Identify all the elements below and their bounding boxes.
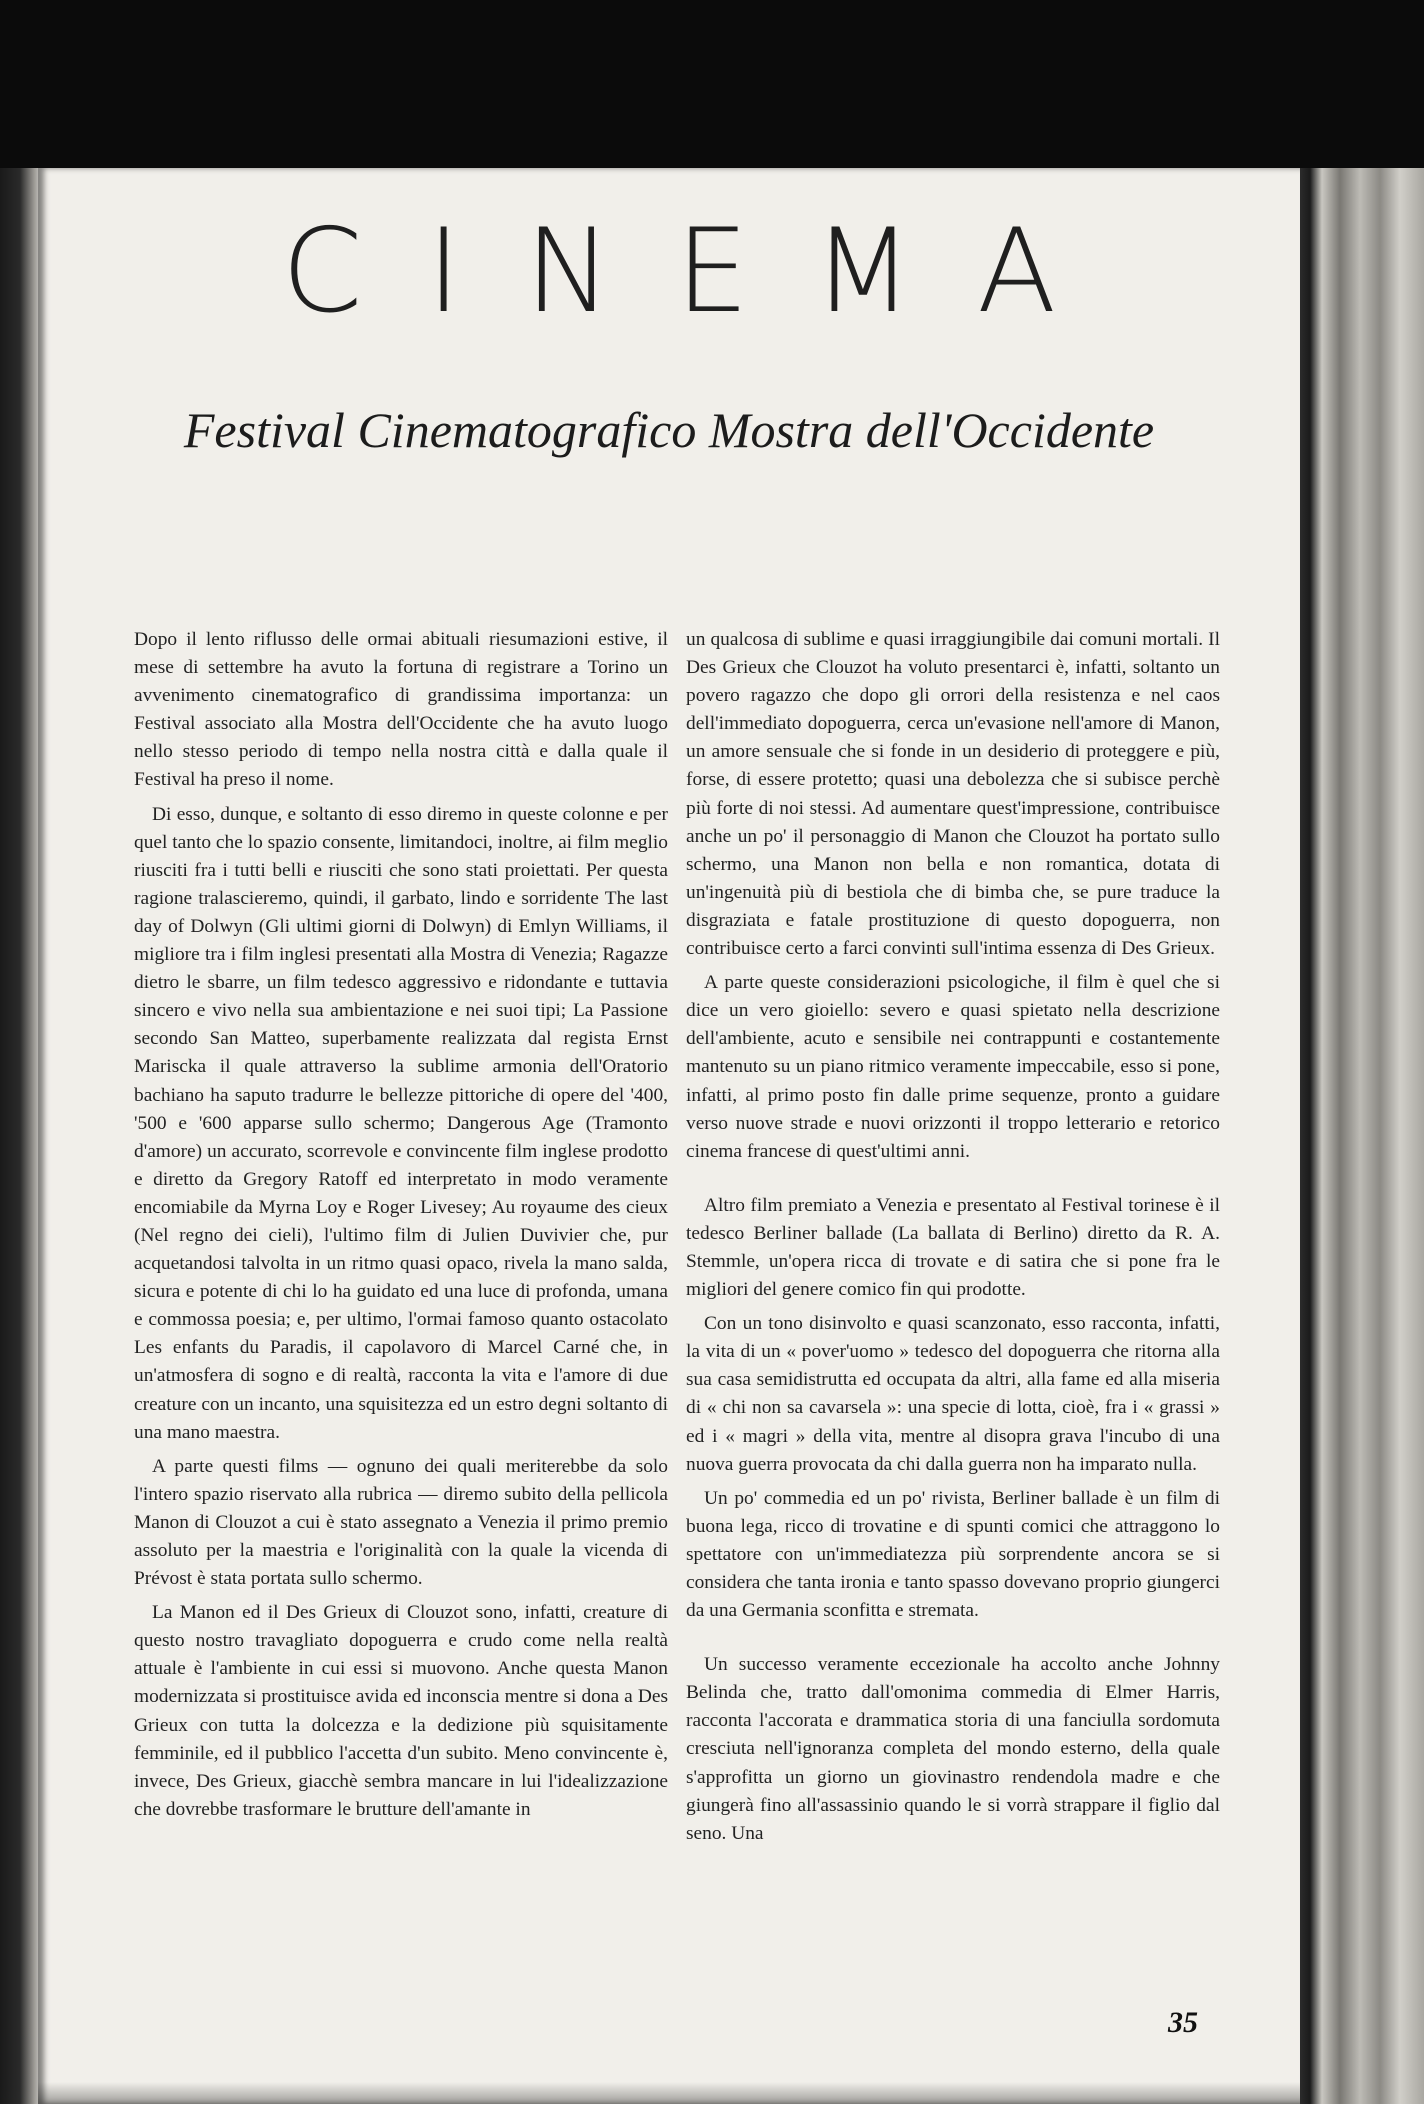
paragraph: A parte queste considerazioni psicologiche, il film è quel che si dice un vero gioiello: severo e quasi spietato nella descrizione dell'ambiente, acuto e sensibile nei contrappunti e costantemente mantenuto su un piano ritmico veramente impeccabile, esso si pone, infatti, al primo posto fin dalle prime sequenze, pronto a guidare verso nuove strade e nuovi orizzonti il troppo letterario e retorico cinema francese di quest'ultimi anni. [686,972,1220,1162]
page-stack-edge [1300,168,1424,2104]
paragraph: La Manon ed il Des Grieux di Clouzot sono, infatti, creature di questo nostro travagliato dopoguerra e crudo come nella realtà attuale è l'ambiente in cui essi si muovono. Anche questa Manon modernizzata si prostituisce avida ed inconscia mentre si dona a Des Grieux con tutta la dolcezza e la dedizione più squisitamente femminile, ed il pubblico l'accetta d'un subito. Meno convincente è, invece, Des Grieux, giacchè sembra mancare in lui l'idealizzazione che dovrebbe trasformare le brutture dell'amante in [134,1602,668,1820]
paragraph: un qualcosa di sublime e quasi irraggiungibile dai comuni mortali. Il Des Grieux che Clouzot ha voluto presentarci è, infatti, soltanto un povero ragazzo che dopo gli orrori della resistenza e nel caos dell'immediato dopoguerra, cerca un'evasione nell'amore di Manon, un amore sensuale che si fonde in un desiderio di proteggere e più, forse, di essere protetto; quasi una debolezza che si subisce perchè più forte di noi stessi. Ad aumentare quest'impressione, contribuisce anche un po' il personaggio di Manon che Clouzot ha portato sullo schermo, una Manon non bella e non romantica, dotata di un'ingenuità più di bestiola che di bimba che, se pure traduce la disgraziata e fatale prostituzione di questo dopoguerra, non contribuisce certo a farci convinti sull'intima essenza di Des Grieux. [686,629,1220,960]
paragraph: Un po' commedia ed un po' rivista, Berliner ballade è un film di buona lega, ricco di trovatine e di spunti comici che attraggono lo spettatore con un'immediatezza più sorprendente ancora se si considera che tanta ironia e tanto spasso dovevano proprio giungerci da una Germania sconfitta e stremata. [686,1487,1220,1622]
page-bottom-shadow [38,2082,1300,2104]
article-column-left [134,626,668,1830]
scan-top-border [0,0,1424,176]
page-number: 35 [1168,2006,1198,2039]
paragraph: Con un tono disinvolto e quasi scanzonato, esso racconta, infatti, la vita di un « pover'uomo » tedesco del dopoguerra che ritorna alla sua casa semidistrutta ed occupata da altri, alla fame ed alla miseria di « chi non sa cavarsela »: una specie di lotta, cioè, fra i « grassi » ed i « magri » della vita, mentre al disopra grava l'incubo di una nuova guerra provocata da chi dalla guerra non ha imparato nulla. [686,1313,1220,1475]
paragraph: A parte questi films — ognuno dei quali meriterebbe da solo l'intero spazio riservato alla rubrica — diremo subito della pellicola Manon di Clouzot a cui è stato assegnato a Venezia il primo premio assoluto per la maestria e l'originalità con la quale la vicenda di Prévost è stata portata sullo schermo. [134,1455,668,1590]
article-subtitle: Festival Cinematografico Mostra dell'Occidente [183,402,1155,458]
paragraph: Un successo veramente eccezionale ha accolto anche Johnny Belinda che, tratto dall'omonima commedia di Elmer Harris, racconta l'accorata e drammatica storia di una fanciulla sordomuta cresciuta nell'ignoranza completa del mondo esterno, della quale s'approfitta un giorno un giovinastro rendendola madre e che giungerà fino all'assassinio quando le si vorrà strappare il figlio dal seno. Una [686,1654,1220,1844]
paragraph: Altro film premiato a Venezia e presentato al Festival torinese è il tedesco Berliner ballade (La ballata di Berlino) diretto da R. A. Stemmle, un'opera ricca di trovate e di satira che si pone fra le migliori del genere comico fin qui prodotte. [686,1194,1220,1301]
article-column-right [686,626,1220,1854]
paragraph: Di esso, dunque, e soltanto di esso diremo in queste colonne e per quel tanto che lo spazio consente, limitandoci, inoltre, ai film meglio riusciti fra i tutti belli e riusciti che sono stati proiettati. Per questa ragione tralascieremo, quindi, il garbato, lindo e sorridente The last day of Dolwyn (Gli ultimi giorni di Dolwyn) di Emlyn Williams, il migliore tra i film inglesi presentati alla Mostra di Venezia; Ragazze dietro le sbarre, un film tedesco aggressivo e ridondante e tuttavia sincero e vivo nella sua ambientazione e nei suoi tipi; La Passione secondo San Matteo, superbamente realizzata dal regista Ernst Mariscka il quale attraverso la sublime armonia dell'Oratorio bachiano ha saputo tradurre le bellezze pittoriche di opere del '400, '500 e '600 apparse sullo schermo; Dangerous Age (Tramonto d'amore) un accurato, scorrevole e convincente film inglese prodotto e diretto da Gregory Ratoff ed interpretato in modo veramente encomiabile da Myrna Loy e Roger Livesey; Au royaume des cieux (Nel regno dei cieli), l'ultimo film di Julien Duvivier che, pur acquetandosi talvolta in un ritmo quasi opaco, rivela la mano salda, sicura e potente di chi lo ha guidato ed una luce di profonda, umana e commossa poesia; e, per ultimo, l'ormai famoso quanto ostacolato Les enfants du Paradis, il capolavoro di Marcel Carné che, in un'atmosfera di sogno e di realtà, racconta la vita e l'amore di due creature con un incanto, una squisitezza ed un estro degni soltanto di una mano maestra. [134,803,668,1443]
paragraph: Dopo il lento riflusso delle ormai abituali riesumazioni estive, il mese di settembre ha avuto la fortuna di registrare a Torino un avvenimento cinematografico di grandissima importanza: un Festival associato alla Mostra dell'Occidente che ha avuto luogo nello stesso periodo di tempo nella nostra città e dalla quale il Festival ha preso il nome. [134,629,668,791]
section-title: CINEMA [281,204,1121,339]
